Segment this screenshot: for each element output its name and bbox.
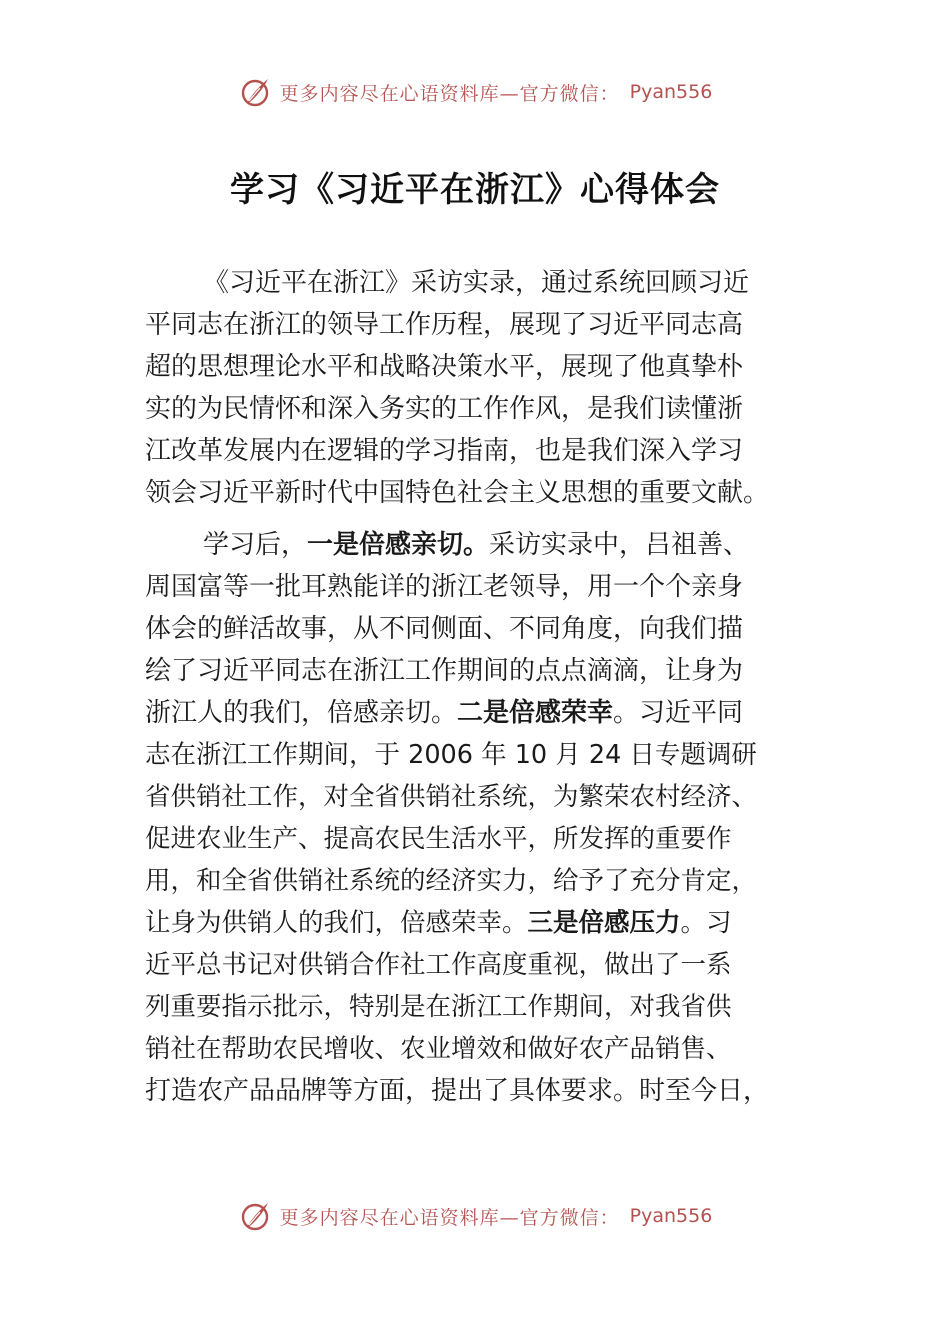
paragraph-2-line-6: 志在浙江工作期间，于 2006 年 10 月 24 日专题调研 — [145, 740, 757, 770]
paragraph-2-line-5 — [145, 692, 845, 734]
paragraph-1-line-4: 实的为民情怀和深入务实的工作作风，是我们读懂浙 — [145, 394, 744, 424]
text-run: 时至今日， — [639, 1076, 770, 1106]
header-watermark — [0, 72, 950, 112]
text-run: 打造农产品品牌等方面，提出了具体要求。 — [145, 1076, 640, 1106]
paragraph-2-line-4: 绘了习近平同志在浙江工作期间的点点滴滴，让身为 — [145, 656, 744, 686]
footer-watermark — [0, 1196, 950, 1236]
text-run: 。习近平同 — [613, 698, 744, 728]
watermark-account: Pyan556 — [629, 81, 713, 103]
paragraph-1-line-2: 平同志在浙江的领导工作历程，展现了习近平同志高 — [145, 310, 744, 340]
text-run: 浙江人的我们，倍感亲切。 — [145, 698, 458, 728]
quill-seal-icon — [238, 75, 272, 109]
quill-seal-icon — [238, 1199, 272, 1233]
watermark-text: 更多内容尽在心语资料库—官方微信： — [279, 1206, 620, 1229]
paragraph-2-line-3: 体会的鲜活故事，从不同侧面、不同角度，向我们描 — [145, 614, 744, 644]
paragraph-2-line-14 — [145, 1070, 845, 1112]
paragraph-2-line-7: 省供销社工作，对全省供销社系统，为繁荣农村经济、 — [145, 782, 758, 812]
emphasis-point-3: 三是倍感压力 — [527, 908, 681, 938]
paragraph-2-line-13: 销社在帮助农民增收、农业增效和做好农产品销售、 — [145, 1034, 732, 1064]
paragraph-2-line-8: 促进农业生产、提高农民生活水平，所发挥的重要作 — [145, 824, 732, 854]
paragraph-2-line-2: 周国富等一批耳熟能详的浙江老领导，用一个个亲身 — [145, 572, 744, 602]
emphasis-point-2: 二是倍感荣幸 — [457, 698, 614, 728]
text-run: 让身为供销人的我们，倍感荣幸。 — [145, 908, 528, 938]
watermark-account: Pyan556 — [629, 1205, 713, 1227]
paragraph-2-line-10 — [145, 902, 845, 944]
watermark-text: 更多内容尽在心语资料库—官方微信： — [279, 82, 620, 105]
paragraph-2-line-9: 用，和全省供销社系统的经济实力，给予了充分肯定， — [145, 866, 758, 896]
paragraph-2-line-1 — [145, 524, 845, 566]
paragraph-1-line-1: 《习近平在浙江》采访实录，通过系统回顾习近 — [203, 268, 750, 298]
document-title: 学习《习近平在浙江》心得体会 — [230, 170, 720, 210]
text-run: 。习 — [680, 908, 732, 938]
paragraph-2-line-11: 近平总书记对供销合作社工作高度重视，做出了一系 — [145, 950, 732, 980]
paragraph-1-line-6: 领会习近平新时代中国特色社会主义思想的重要文献。 — [145, 478, 770, 508]
paragraph-1-line-3: 超的思想理论水平和战略决策水平，展现了他真挚朴 — [145, 352, 744, 382]
text-run: 学习后， — [203, 530, 308, 560]
text-run: 采访实录中，吕祖善、 — [489, 530, 750, 560]
document-body — [145, 262, 845, 1112]
paragraph-2-line-12: 列重要指示批示，特别是在浙江工作期间，对我省供 — [145, 992, 732, 1022]
emphasis-point-1: 一是倍感亲切。 — [307, 530, 490, 560]
paragraph-1-line-5: 江改革发展内在逻辑的学习指南，也是我们深入学习 — [145, 436, 744, 466]
